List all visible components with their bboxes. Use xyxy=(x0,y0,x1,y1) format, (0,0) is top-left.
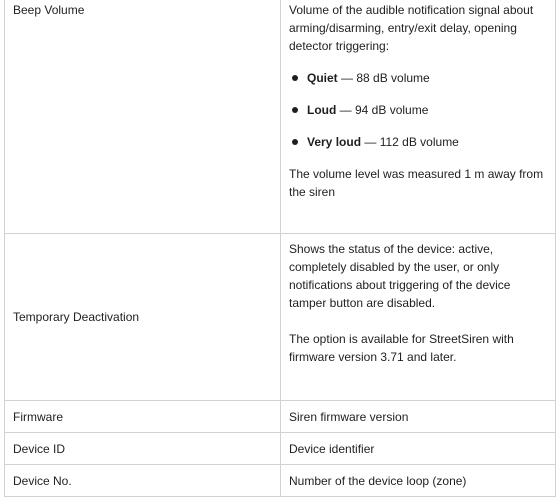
firmware-description: Siren firmware version xyxy=(289,409,409,424)
temporary-deactivation-availability-text: The option is available for StreetSiren with firmware version 3.71 and later. xyxy=(289,332,514,364)
param-label-device-no: Device No. xyxy=(13,473,72,488)
param-name-cell xyxy=(5,401,281,433)
list-item-volume-quiet xyxy=(289,69,547,87)
param-description-cell xyxy=(281,401,556,433)
device-no-description: Number of the device loop (zone) xyxy=(289,473,467,488)
table-row-temporary-deactivation xyxy=(5,234,556,401)
param-name-cell xyxy=(5,465,281,497)
bullet-icon xyxy=(292,139,298,145)
param-description-cell xyxy=(281,0,556,234)
param-label-temporary-deactivation: Temporary Deactivation xyxy=(13,310,140,324)
list-item-volume-very-loud xyxy=(289,133,547,151)
param-description-cell xyxy=(281,234,556,401)
device-id-description: Device identifier xyxy=(289,441,375,456)
volume-level-detail: — 94 dB volume xyxy=(336,103,429,117)
table-row-firmware xyxy=(5,401,556,433)
table-row-beep-volume xyxy=(5,0,556,234)
device-settings-table xyxy=(4,0,556,497)
param-name-cell xyxy=(5,234,281,401)
bullet-icon xyxy=(292,75,298,81)
volume-level-name: Quiet xyxy=(307,71,338,85)
param-label-beep-volume: Beep Volume xyxy=(13,3,85,17)
table-row-device-no xyxy=(5,465,556,497)
param-description-cell xyxy=(281,465,556,497)
volume-level-detail: — 88 dB volume xyxy=(337,71,430,85)
beep-volume-note: The volume level was measured 1 m away from the siren xyxy=(289,167,544,199)
volume-level-detail: — 112 dB volume xyxy=(361,135,459,149)
volume-levels-list xyxy=(289,69,547,151)
volume-level-name: Very loud xyxy=(307,135,362,149)
list-item-volume-loud xyxy=(289,101,547,119)
temporary-deactivation-status-text: Shows the status of the device: active, completely disabled by the user, or only notifications about triggering of the device tamper button are disabled. xyxy=(289,242,511,310)
beep-volume-intro: Volume of the audible notification signal about arming/disarming, entry/exit delay, opening detector triggering: xyxy=(289,3,534,53)
table-row-device-id xyxy=(5,433,556,465)
param-description-cell xyxy=(281,433,556,465)
volume-level-name: Loud xyxy=(307,103,337,117)
bullet-icon xyxy=(292,107,298,113)
param-label-device-id: Device ID xyxy=(13,441,66,456)
param-name-cell xyxy=(5,0,281,234)
param-name-cell xyxy=(5,433,281,465)
param-label-firmware: Firmware xyxy=(13,409,63,424)
